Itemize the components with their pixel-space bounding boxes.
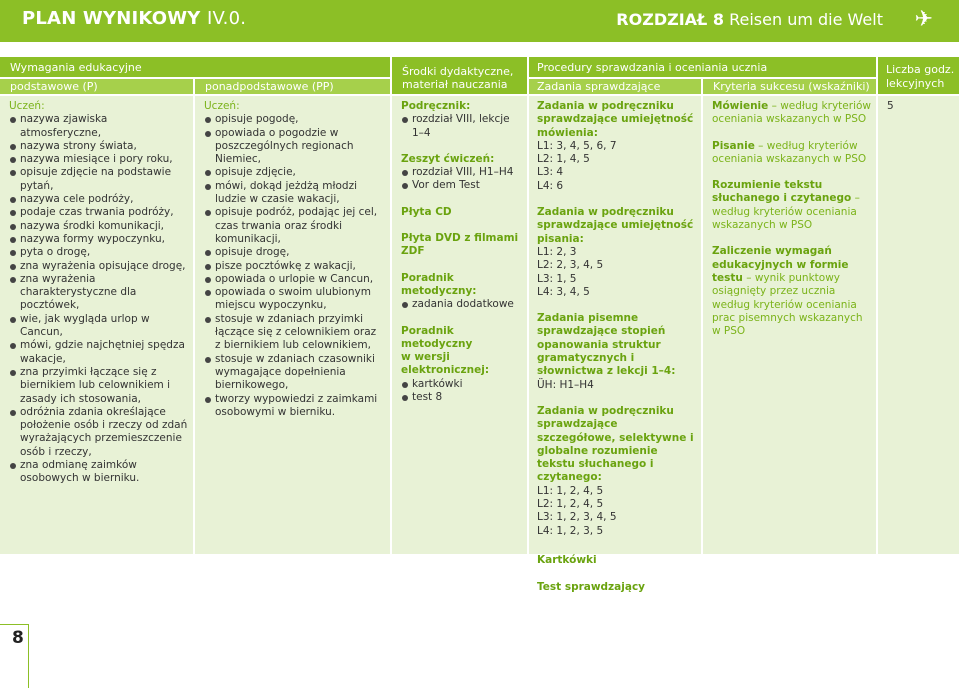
chapter-name: Reisen um die Welt [729, 10, 883, 29]
zadania-line: L3: 1, 5 [537, 272, 577, 285]
chapter-label: ROZDZIAŁ 8 [616, 10, 725, 29]
kryteria-mowienie-bold: Mówienie [712, 100, 769, 112]
podrecznik-label: Podręcznik: [401, 100, 471, 112]
zeszyt-label: Zeszyt ćwiczeń: [401, 152, 495, 165]
header-procedury-label: Procedury sprawdzania i oceniania ucznia [537, 61, 768, 74]
list-item: opisuje zdjęcie na podstawie pytań, [9, 166, 189, 193]
list-item: stosuje w zdaniach przyimki łączące się z celownikiem oraz z biernikiem lub celownikiem, [204, 313, 384, 353]
chapter-title [616, 10, 883, 29]
page-banner [0, 0, 959, 42]
kryteria-pisanie-rest: – według kryteriów oceniania wskazanych w PSO [712, 139, 867, 165]
list-item: pisze pocztówkę z wakacji, [204, 260, 384, 273]
header-ponadpodstawowe-label: ponadpodstawowe (PP) [205, 80, 334, 93]
poradnik-el-line2: w wersji elektronicznej: [401, 351, 490, 377]
header-liczba-line1: Liczba godz. [886, 63, 955, 76]
header-srodki-line2: materiał nauczania [402, 78, 508, 91]
kryteria-pisanie-bold: Pisanie [712, 139, 755, 152]
zadania-pisanie-title: Zadania w podręczniku sprawdzające umiejętność pisania: [537, 206, 694, 245]
list-item: nazywa środki komunikacji, [9, 220, 189, 233]
zadania-test: Test sprawdzający [537, 581, 646, 594]
page-number-rule [0, 624, 28, 625]
list-item: zna odmianę zaimków osobowych w bierniku. [9, 459, 189, 486]
list-item: opowiada o swoim ulubionym miejscu wypoczynku, [204, 286, 384, 313]
zadania-line: L1: 1, 2, 4, 5 [537, 484, 604, 497]
list-item: opowiada o urlopie w Cancun, [204, 273, 384, 286]
list-item: opisuje drogę, [204, 246, 384, 259]
list-item: rozdział VIII, lekcje 1–4 [401, 113, 523, 140]
poradnik-el-line1: Poradnik metodyczny [401, 324, 473, 350]
airplane-icon: ✈ [914, 7, 933, 32]
list-item: opisuje pogodę, [204, 113, 384, 126]
list-item: zna wyrażenia charakterystyczne dla pocztówek, [9, 273, 189, 313]
list-item: mówi, dokąd jeżdżą młodzi ludzie w czasie wakacji, [204, 180, 384, 207]
cell-kryteria [703, 96, 876, 554]
podstawowe-list [9, 113, 189, 485]
list-item: nazywa cele podróży, [9, 193, 189, 206]
list-item: Vor dem Test [401, 179, 523, 192]
list-item: wie, jak wygląda urlop w Cancun, [9, 313, 189, 340]
list-item: test 8 [401, 391, 523, 404]
zadania-line: L4: 3, 4, 5 [537, 285, 590, 298]
header-podstawowe-label: podstawowe (P) [10, 80, 98, 93]
kryteria-mowienie-rest: – według kryteriów oceniania wskazanych w PSO [712, 100, 871, 126]
cell-srodki [392, 96, 527, 554]
list-item: stosuje w zdaniach czasowniki wymagające dopełnienia biernikowego, [204, 353, 384, 393]
cell-ponadpodstawowe [195, 96, 390, 554]
zadania-szczegolowe-title: Zadania w podręczniku sprawdzające szczegółowe, selektywne i globalne rozumienie tekstu słuchanego i czytanego: [537, 404, 694, 484]
ponadpodstawowe-intro: Uczeń: [204, 100, 240, 112]
cell-podstawowe [0, 96, 193, 554]
zadania-line: L2: 1, 2, 4, 5 [537, 498, 604, 511]
header-zadania-label: Zadania sprawdzające [537, 80, 661, 93]
header-podstawowe [0, 79, 193, 94]
kryteria-zaliczenie [712, 245, 872, 338]
zeszyt-list [401, 166, 523, 193]
list-item: nazywa formy wypoczynku, [9, 233, 189, 246]
list-item: zadania dodatkowe [401, 298, 523, 311]
list-item: nazywa zjawiska atmosferyczne, [9, 113, 189, 140]
list-item: tworzy wypowiedzi z zaimkami osobowymi w bierniku. [204, 393, 384, 420]
list-item: odróżnia zdania określające położenie osób i rzeczy od zdań wyrażających przemieszczenie osób i rzeczy, [9, 406, 189, 459]
list-item: nazywa strony świata, [9, 140, 189, 153]
kryteria-rozumienie [712, 179, 872, 232]
zadania-line: L2: 2, 3, 4, 5 [537, 259, 604, 272]
liczba-value: 5 [887, 100, 894, 112]
list-item: kartkówki [401, 378, 523, 391]
header-wymagania [0, 57, 390, 77]
podrecznik-list [401, 113, 523, 140]
zadania-line: L4: 6 [537, 179, 564, 192]
header-wymagania-label: Wymagania edukacyjne [10, 61, 142, 74]
list-item: rozdział VIII, H1–H4 [401, 166, 523, 179]
kryteria-zaliczenie-rest: – wynik punktowy osiągnięty przez ucznia według kryteriów oceniania prac pisemnych wskazanych w PSO [712, 271, 863, 338]
list-item: podaje czas trwania podróży, [9, 206, 189, 219]
kryteria-rozumienie-bold: Rozumienie tekstu słuchanego i czytanego [712, 179, 852, 205]
list-item: zna przyimki łączące się z biernikiem lub celownikiem i zasady ich stosowania, [9, 366, 189, 406]
poradnik-label: Poradnik metodyczny: [401, 271, 477, 297]
list-item: mówi, gdzie najchętniej spędza wakacje, [9, 339, 189, 366]
header-procedury [529, 57, 876, 77]
kryteria-rozumienie-rest: – według kryteriów oceniania wskazanych w PSO [712, 192, 860, 232]
cell-zadania [529, 96, 701, 594]
plan-subtitle: IV.0. [206, 8, 247, 29]
zadania-line: ÜH: H1–H4 [537, 378, 594, 391]
header-srodki-line1: Środki dydaktyczne, [402, 65, 514, 78]
header-kryteria [703, 79, 876, 94]
header-liczba [878, 57, 959, 94]
list-item: opisuje zdjęcie, [204, 166, 384, 179]
header-srodki [392, 57, 527, 94]
kryteria-pisanie [712, 140, 872, 167]
poradnik-el-list [401, 378, 523, 405]
list-item: zna wyrażenia opisujące drogę, [9, 260, 189, 273]
kryteria-mowienie [712, 100, 872, 127]
plyta-cd: Płyta CD [401, 205, 452, 218]
zadania-line: L3: 4 [537, 166, 564, 179]
zadania-line: L1: 3, 4, 5, 6, 7 [537, 139, 617, 152]
zadania-pisemne-title: Zadania pisemne sprawdzające stopień opanowania struktur gramatycznych i słownictwa z lekcji 1–4: [537, 312, 676, 378]
zadania-line: L3: 1, 2, 3, 4, 5 [537, 511, 617, 524]
poradnik-list [401, 298, 523, 311]
page-number: 8 [12, 628, 24, 648]
plan-title-text: PLAN WYNIKOWY [22, 8, 201, 29]
zadania-mowienie-title: Zadania w podręczniku sprawdzające umiejętność mówienia: [537, 100, 694, 139]
list-item: opisuje podróż, podając jej cel, czas trwania oraz środki komunikacji, [204, 206, 384, 246]
plan-title [22, 8, 246, 29]
zadania-kartkowki: Kartkówki [537, 553, 597, 566]
header-kryteria-label: Kryteria sukcesu (wskaźniki) [713, 80, 870, 93]
cell-liczba [878, 96, 959, 554]
zadania-line: L1: 2, 3 [537, 245, 577, 258]
header-liczba-line2: lekcyjnych [886, 77, 945, 90]
header-ponadpodstawowe [195, 79, 390, 94]
plyta-dvd: Płyta DVD z filmami ZDF [401, 232, 519, 258]
list-item: opowiada o pogodzie w poszczególnych regionach Niemiec, [204, 127, 384, 167]
list-item: pyta o drogę, [9, 246, 189, 259]
zadania-line: L2: 1, 4, 5 [537, 153, 590, 166]
header-zadania [529, 79, 701, 94]
podstawowe-intro: Uczeń: [9, 100, 45, 112]
ponadpodstawowe-list [204, 113, 384, 419]
list-item: nazywa miesiące i pory roku, [9, 153, 189, 166]
kryteria-zaliczenie-bold: Zaliczenie wymagań edukacyjnych w formie testu [712, 245, 849, 284]
page-number-divider [28, 624, 29, 688]
zadania-line: L4: 1, 2, 3, 5 [537, 524, 604, 537]
